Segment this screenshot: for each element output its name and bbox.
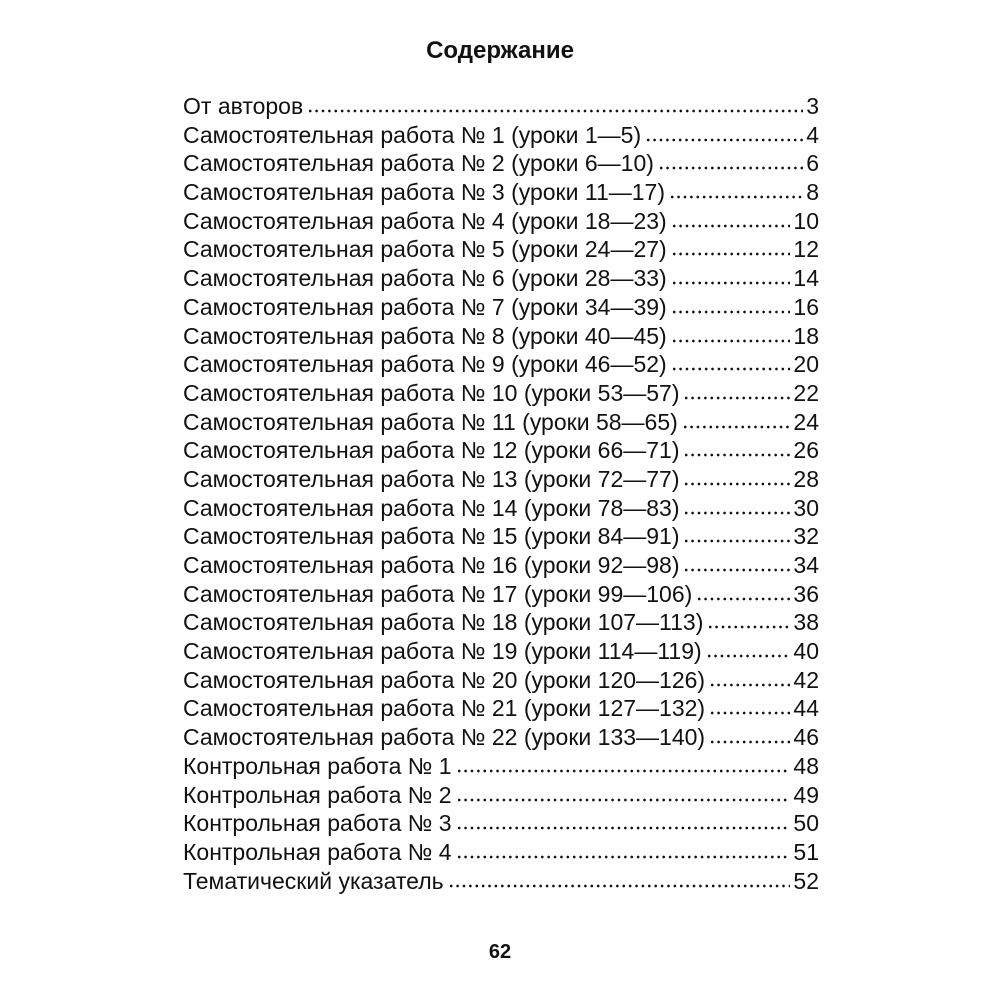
toc-entry-label: От авторов (183, 93, 304, 119)
toc-entry (183, 436, 819, 465)
dot-leader (448, 884, 791, 888)
toc-entry (183, 608, 819, 637)
dot-leader (683, 568, 790, 572)
toc-entry-label: Самостоятельная работа № 11 (уроки 58—65) (183, 408, 678, 435)
dot-leader (669, 195, 803, 199)
toc-entry (183, 264, 819, 293)
toc-entry-label: Самостоятельная работа № 2 (уроки 6—10) (183, 150, 654, 177)
dot-leader (683, 482, 790, 486)
toc-entry (183, 408, 819, 437)
dot-leader (696, 597, 790, 601)
toc-entry-label: Самостоятельная работа № 10 (уроки 53—57) (183, 379, 680, 406)
toc-entry-label: Самостоятельная работа № 21 (уроки 127—132) (183, 695, 706, 722)
dot-leader (456, 769, 791, 773)
toc-entry-page: 4 (806, 121, 819, 148)
dot-leader (671, 224, 791, 228)
page-title: Содержание (426, 37, 574, 64)
toc-entry-page: 48 (793, 752, 819, 779)
toc-entry (183, 752, 819, 781)
toc-entry-label: Самостоятельная работа № 4 (уроки 18—23) (183, 207, 667, 234)
toc-entry-page: 10 (793, 207, 819, 234)
toc-entry (183, 92, 819, 121)
toc-entry-label: Самостоятельная работа № 19 (уроки 114—119) (183, 638, 702, 665)
toc-entry-page: 34 (793, 552, 819, 578)
toc-entry (183, 637, 819, 666)
toc-entry-page: 46 (793, 724, 819, 751)
toc-entry (183, 465, 819, 494)
toc-entry-page: 44 (793, 695, 819, 722)
toc-entry-page: 50 (793, 810, 819, 837)
toc-entry (183, 350, 819, 379)
dot-leader (671, 252, 791, 256)
toc-entry-label: Самостоятельная работа № 15 (уроки 84—91) (183, 523, 680, 550)
toc-entry-page: 42 (793, 666, 819, 693)
toc-entry-page: 40 (793, 638, 819, 665)
toc-entry (183, 867, 819, 896)
toc-entry (183, 551, 819, 580)
toc-entry-label: Контрольная работа № 3 (183, 810, 452, 837)
dot-leader (645, 138, 803, 142)
table-of-contents (183, 92, 819, 895)
toc-entry (183, 522, 819, 551)
toc-entry-label: Самостоятельная работа № 1 (уроки 1—5) (183, 121, 642, 148)
toc-entry (183, 694, 819, 723)
toc-entry (183, 149, 819, 178)
dot-leader (683, 453, 790, 457)
toc-entry (183, 293, 819, 322)
toc-entry (183, 666, 819, 695)
dot-leader (707, 625, 790, 629)
dot-leader (671, 310, 791, 314)
toc-entry (183, 494, 819, 523)
toc-entry-page: 36 (793, 580, 819, 607)
toc-entry-page: 28 (793, 465, 819, 492)
toc-entry-label: Самостоятельная работа № 14 (уроки 78—83) (183, 494, 680, 521)
toc-entry-page: 18 (793, 322, 819, 349)
dot-leader (683, 511, 790, 515)
toc-entry-page: 12 (793, 236, 819, 263)
dot-leader (658, 166, 803, 170)
toc-entry-page: 52 (793, 867, 819, 894)
toc-entry-label: Тематический указатель (183, 867, 444, 894)
toc-entry (183, 322, 819, 351)
toc-entry-label: Самостоятельная работа № 20 (уроки 120—126) (183, 666, 706, 693)
dot-leader (709, 711, 790, 715)
page-number: 62 (488, 941, 512, 963)
dot-leader (456, 798, 791, 802)
toc-entry-label: Самостоятельная работа № 13 (уроки 72—77) (183, 465, 680, 492)
toc-entry-page: 14 (793, 265, 819, 292)
toc-entry-page: 3 (806, 93, 819, 119)
dot-leader (706, 654, 791, 658)
toc-entry (183, 178, 819, 207)
dot-leader (307, 109, 803, 113)
toc-entry-label: Самостоятельная работа № 5 (уроки 24—27) (183, 236, 667, 263)
toc-entry-label: Самостоятельная работа № 3 (уроки 11—17) (183, 179, 665, 206)
toc-entry-label: Самостоятельная работа № 16 (уроки 92—98) (183, 552, 680, 578)
toc-entry-label: Самостоятельная работа № 12 (уроки 66—71) (183, 437, 680, 464)
toc-entry (183, 838, 819, 867)
toc-entry-label: Контрольная работа № 2 (183, 781, 452, 808)
dot-leader (671, 281, 791, 285)
toc-entry (183, 207, 819, 236)
toc-entry-page: 22 (793, 379, 819, 406)
dot-leader (671, 367, 791, 371)
toc-entry (183, 809, 819, 838)
dot-leader (709, 683, 790, 687)
toc-entry-page: 49 (793, 781, 819, 808)
toc-entry-page: 20 (793, 351, 819, 378)
toc-entry-page: 51 (793, 838, 819, 865)
toc-entry-page: 16 (793, 293, 819, 320)
toc-entry-label: Контрольная работа № 1 (183, 752, 452, 779)
toc-entry (183, 580, 819, 609)
toc-entry (183, 781, 819, 810)
toc-entry-label: Самостоятельная работа № 22 (уроки 133—140) (183, 724, 706, 751)
toc-entry-label: Контрольная работа № 4 (183, 838, 452, 865)
dot-leader (456, 855, 791, 859)
toc-entry-page: 24 (793, 408, 819, 435)
toc-entry-label: Самостоятельная работа № 8 (уроки 40—45) (183, 322, 667, 349)
dot-leader (683, 539, 790, 543)
toc-entry-page: 6 (806, 150, 819, 177)
toc-entry (183, 379, 819, 408)
toc-entry (183, 121, 819, 150)
toc-entry-page: 38 (793, 609, 819, 636)
dot-leader (456, 826, 791, 830)
toc-entry-label: Самостоятельная работа № 9 (уроки 46—52) (183, 351, 667, 378)
toc-entry-label: Самостоятельная работа № 7 (уроки 34—39) (183, 293, 667, 320)
toc-entry-label: Самостоятельная работа № 6 (уроки 28—33) (183, 265, 667, 292)
dot-leader (683, 396, 790, 400)
toc-entry (183, 235, 819, 264)
dot-leader (709, 740, 790, 744)
dot-leader (682, 425, 791, 429)
toc-entry-label: Самостоятельная работа № 17 (уроки 99—106) (183, 580, 693, 607)
toc-entry-page: 8 (806, 179, 819, 206)
toc-entry-label: Самостоятельная работа № 18 (уроки 107—113) (183, 609, 704, 636)
toc-entry-page: 32 (793, 523, 819, 550)
toc-entry-page: 30 (793, 494, 819, 521)
dot-leader (671, 339, 791, 343)
toc-entry (183, 723, 819, 752)
toc-entry-page: 26 (793, 437, 819, 464)
